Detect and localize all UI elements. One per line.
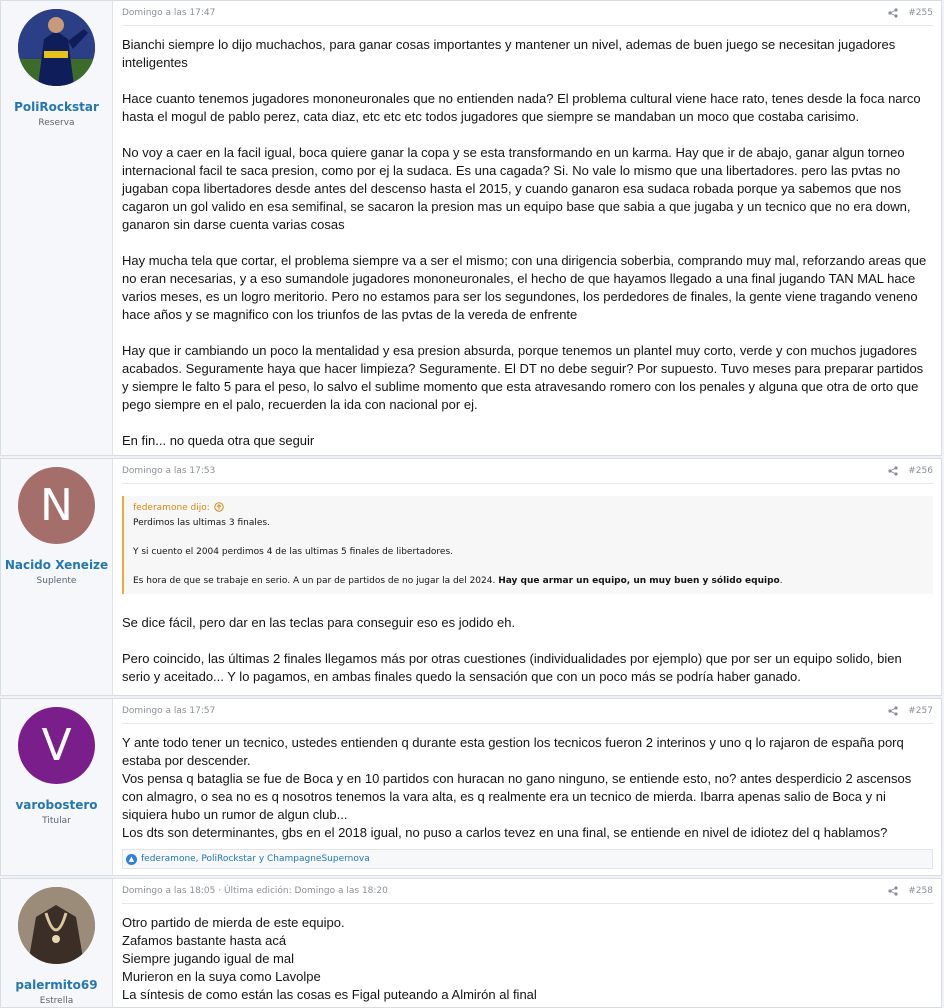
user-info [1,459,113,695]
post-paragraph: Hay mucha tela que cortar, el problema siempre va a ser el mismo; con una dirigencia soberbia, comprando muy mal, reforzando areas que no eran necesarias, y a eso sumandole jugadores mononeuronales, el hecho de que hayamos llegado a una final jugando TAN MAL hace varios meses, es un logro meritorio. Pero no estamos para ser los segundones, los perdedores de finales, la gente viene tragando veneno hace años y se magnifico con los triunfos de las pvtas de la vereda de enfrente [122,253,927,322]
post-255 [0,0,942,456]
post-line: Murieron en la suya como Lavolpe [122,969,321,984]
post-line: Vos pensa q bataglia se fue de Boca y en 10 partidos con huracan no gano ninguno, se entiende esto, no? antes desperdicio 2 ascensos con almagro, o sea no es q nosotros tenemos la vara alta, es q realmente era un tecnico de mierda. Ibarra apenas salio de Boca y ni siquiera hubo un rumor de algun club... [122,771,912,822]
share-icon[interactable] [888,466,898,476]
arrow-up-circle-icon[interactable] [214,502,224,515]
avatar-letter: N [40,480,73,531]
avatar[interactable] [18,9,95,86]
post-number[interactable]: #257 [908,706,933,716]
post-body [122,724,933,842]
post-meta [122,459,933,484]
user-rank: Estrella [39,996,74,1006]
post-number[interactable]: #256 [908,466,933,476]
post-date[interactable]: Domingo a las 18:05 · Última edición: Domingo a las 18:20 [122,886,388,896]
user-info [1,879,113,1007]
user-info [1,699,113,875]
avatar[interactable] [18,467,95,544]
quote-line: Es hora de que se trabaje en serio. A un par de partidos de no jugar la del 2024. Hay que armar un equipo, un muy buen y sólido equipo. [133,576,783,586]
username[interactable]: Nacido Xeneize [4,558,109,572]
quote-header[interactable] [133,500,923,516]
quote-line: Perdimos las ultimas 3 finales. [133,518,270,528]
post-paragraph: Pero coincido, las últimas 2 finales llegamos más por otras cuestiones (individualidades por ejemplo) que por ser un equipo solido, bien serio y aceitado... Y lo pagamos, en ambas finales quedo la sensación que con un poco más se podría haber ganado. [122,651,902,684]
post-line: Otro partido de mierda de este equipo. [122,915,345,930]
post-date[interactable]: Domingo a las 17:53 [122,466,216,476]
post-number[interactable]: #258 [908,886,933,896]
post-date[interactable]: Domingo a las 17:47 [122,8,216,18]
username[interactable]: varobostero [15,798,98,812]
post-line: Los dts son determinantes, gbs en el 2018 igual, no puso a carlos tevez en una final, se entiende en nivel de idiotez del q hablamos? [122,825,888,840]
username[interactable]: palermito69 [15,978,98,992]
username[interactable]: PoliRockstar [14,100,99,114]
post-meta [122,699,933,724]
post-line: Zafamos bastante hasta acá [122,933,287,948]
post-body [122,594,933,686]
post-number[interactable]: #255 [908,8,933,18]
post-258 [0,878,942,1008]
like-icon: ▲ [126,854,137,865]
user-rank: Suplente [36,576,77,586]
post-body [122,26,933,450]
post-line: Y ante todo tener un tecnico, ustedes entienden q durante esta gestion los tecnicos fueron 2 interinos y uno q lo rajaron de españa porq estaba por descender. [122,735,904,768]
post-paragraph: Se dice fácil, pero dar en las teclas para conseguir eso es jodido eh. [122,615,516,630]
avatar-letter: V [41,720,72,771]
post-paragraph: No voy a caer en la facil igual, boca quiere ganar la copa y se esta transformando en un karma. Hay que ir de abajo, ganar algun torneo internacional facil te saca presion, como por ej la sudaca. Es una cagada? Si. No vale lo mismo que una libertadores. pero las pvtas no jugaban copa libertadores desde antes del descenso hasta el 2015, y cuando ganaron esa sudaca robada porque ya sabemos que nos cagaron un gol valido en esa semifinal, se sacaron la presion mas un equipo base que sabia a que jugaba y un tecnico que no era down, ganaron sin darse cuenta varias cosas [122,145,911,232]
post-paragraph: Hay que ir cambiando un poco la mentalidad y esa presion absurda, porque tenemos un plantel muy corto, verde y con muchos jugadores acabados. Seguramente haya que hacer limpieza? Seguramente. El DT no debe seguir? Por supuesto. Tuvo meses para preparar partidos y siempre le falto 5 para el peso, lo salvo el sublime momento que esta atravesando romero con los penales y alguna que otra de orto que pego siempre en el palo, recuerden la ida con nacional por ej. [122,343,924,412]
avatar[interactable] [18,707,95,784]
quote-block [122,496,933,594]
user-info [1,1,113,455]
post-256 [0,458,942,696]
share-icon[interactable] [888,8,898,18]
reactions-bar[interactable] [122,849,933,869]
post-meta [122,1,933,26]
post-paragraph: Hace cuanto tenemos jugadores mononeuronales que no entienden nada? El problema cultural viene hace rato, tenes desde la foca narco hasta el mogul de pablo perez, cata diaz, etc etc etc todos jugadores que siempre se mandaban un moco que costaba carisimo. [122,91,921,124]
reaction-users[interactable]: federamone, PoliRockstar y ChampagneSupernova [141,854,370,864]
post-paragraph: En fin... no queda otra que seguir [122,433,315,448]
post-paragraph: Bianchi siempre lo dijo muchachos, para ganar cosas importantes y mantener un nivel, ademas de buen juego se necesitan jugadores inteligentes [122,37,896,70]
post-257 [0,698,942,876]
quote-body [133,516,923,588]
post-date[interactable]: Domingo a las 17:57 [122,706,216,716]
post-meta [122,879,933,904]
share-icon[interactable] [888,706,898,716]
post-line: La síntesis de como están las cosas es Figal puteando a Almirón al final [122,987,537,1002]
share-icon[interactable] [888,886,898,896]
quote-line: Y si cuento el 2004 perdimos 4 de las ultimas 5 finales de libertadores. [133,547,453,557]
user-rank: Titular [42,816,71,826]
quote-author[interactable]: federamone dijo: [133,503,210,513]
quote-bold-text: Hay que armar un equipo, un muy buen y sólido equipo [498,576,780,586]
user-rank: Reserva [38,118,75,128]
post-body [122,904,933,1004]
avatar[interactable] [18,887,95,964]
post-line: Siempre jugando igual de mal [122,951,294,966]
